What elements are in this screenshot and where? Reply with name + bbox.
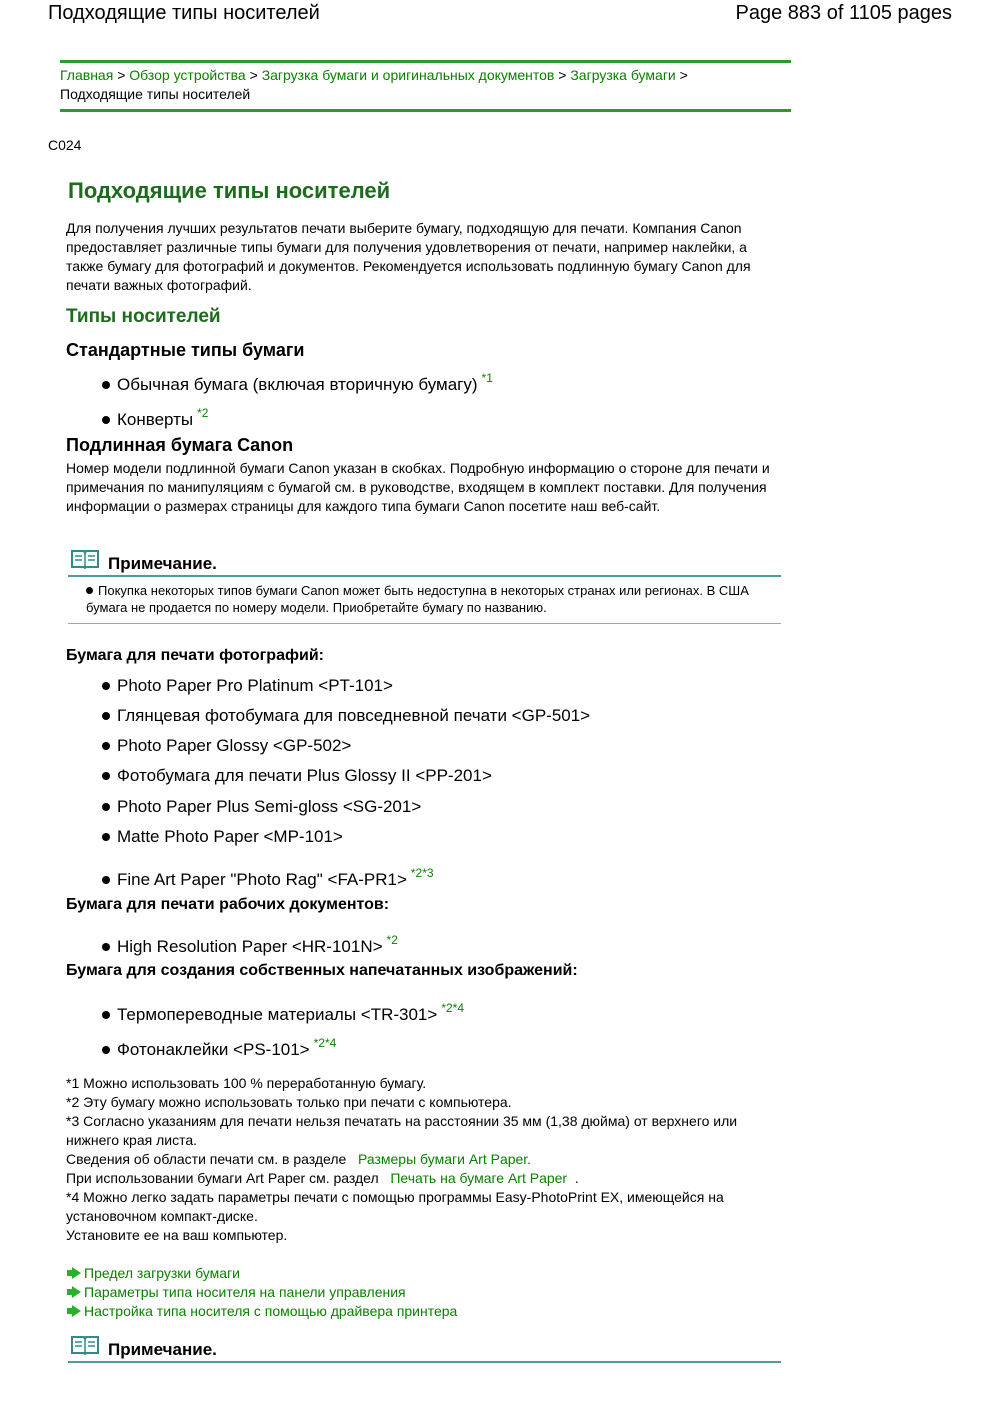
breadcrumb-link-home[interactable]: Главная bbox=[60, 67, 114, 83]
footnote-ref: *2 bbox=[197, 406, 209, 420]
bullet-icon bbox=[102, 1046, 110, 1054]
related-links bbox=[66, 1264, 457, 1321]
note-book-icon bbox=[71, 1335, 99, 1355]
footnote-3: *3 Согласно указаниям для печати нельзя печатать на расстоянии 35 мм (1,38 дюйма) от верхнего или нижнего края листа. bbox=[66, 1113, 738, 1148]
bullet-icon bbox=[102, 772, 110, 780]
list-item: Конверты $^{*2}$ bbox=[102, 402, 208, 431]
breadcrumb-link-loading[interactable]: Загрузка бумаги и оригинальных документов bbox=[261, 67, 555, 83]
list-item: Термопереводные материалы <TR-301> $^{*2*4}$ bbox=[102, 997, 464, 1026]
breadcrumb-separator: > bbox=[117, 67, 126, 83]
media-type-panel-link[interactable]: Параметры типа носителя на панели управления bbox=[84, 1284, 406, 1300]
bullet-icon bbox=[102, 1011, 110, 1019]
footnote-3-area: Сведения об области печати см. в разделе Размеры бумаги Art Paper. bbox=[66, 1151, 532, 1167]
paper-load-limit-link[interactable]: Предел загрузки бумаги bbox=[84, 1265, 240, 1281]
footnote-4-install: Установите ее на ваш компьютер. bbox=[66, 1227, 288, 1243]
bullet-icon bbox=[102, 381, 110, 389]
page-title: Подходящие типы носителей bbox=[68, 178, 391, 203]
note-text: Покупка некоторых типов бумаги Canon может быть недоступна в некоторых странах или регионах. В США бумага не продается по номеру модели. Приобретайте бумагу по названию. bbox=[86, 583, 749, 615]
footnote-ref: *2*4 bbox=[441, 1001, 464, 1015]
breadcrumb-separator: > bbox=[679, 67, 688, 83]
note-title: Примечание. bbox=[108, 554, 217, 573]
footnote-ref: *2*3 bbox=[410, 866, 434, 880]
list-item: Обычная бумага (включая вторичную бумагу) $^{*1}$ bbox=[102, 367, 493, 396]
creative-paper-heading: Бумага для создания собственных напечатанных изображений: bbox=[66, 962, 578, 979]
breadcrumb-current: Подходящие типы носителей bbox=[60, 86, 251, 102]
footnote-ref: *1 bbox=[481, 371, 493, 385]
footnote-2: *2 Эту бумагу можно использовать только при печати с компьютера. bbox=[66, 1094, 512, 1110]
note-rule bbox=[68, 575, 781, 577]
breadcrumb-separator: > bbox=[558, 67, 567, 83]
standard-paper-heading: Стандартные типы бумаги bbox=[66, 340, 305, 360]
list-item: Глянцевая фотобумага для повседневной печати <GP-501> bbox=[102, 705, 590, 727]
arrow-right-icon bbox=[72, 1305, 81, 1317]
bullet-icon bbox=[102, 712, 110, 720]
note-title: Примечание. bbox=[108, 1340, 217, 1359]
genuine-paper-text: Номер модели подлинной бумаги Canon указан в скобках. Подробную информацию о стороне для печати и примечания по манипуляциям с бумагой см. в руководстве, входящем в комплект поставки. Для получения информации о размерах страницы для каждого типа бумаги Canon посетите наш веб-сайт. bbox=[66, 460, 770, 514]
breadcrumb bbox=[60, 66, 790, 104]
media-type-driver-link[interactable]: Настройка типа носителя с помощью драйвера принтера bbox=[84, 1303, 458, 1319]
bullet-icon bbox=[102, 803, 110, 811]
list-item: Фотобумага для печати Plus Glossy II <PP-201> bbox=[102, 765, 492, 787]
art-paper-size-link[interactable]: Размеры бумаги Art Paper. bbox=[357, 1151, 532, 1167]
breadcrumb-bottom-rule bbox=[60, 109, 791, 112]
art-paper-print-link[interactable]: Печать на бумаге Art Paper bbox=[390, 1170, 568, 1186]
list-item: Photo Paper Plus Semi-gloss <SG-201> bbox=[102, 796, 421, 818]
footnote-4: *4 Можно легко задать параметры печати с помощью программы Easy-PhotoPrint EX, имеющейся на установочном компакт-диске. bbox=[66, 1189, 724, 1224]
list-item: High Resolution Paper <HR-101N> $^{*2}$ bbox=[102, 929, 398, 958]
genuine-paper-heading: Подлинная бумага Canon bbox=[66, 435, 294, 455]
footnote-3-use: При использовании бумаги Art Paper см. раздел Печать на бумаге Art Paper . bbox=[66, 1170, 579, 1186]
business-paper-heading: Бумага для печати рабочих документов: bbox=[66, 896, 390, 913]
arrow-right-icon bbox=[72, 1267, 81, 1279]
related-link-item[interactable] bbox=[66, 1302, 457, 1321]
footnote-ref: *2*4 bbox=[313, 1036, 337, 1050]
page-counter: Page 883 of 1105 pages bbox=[735, 2, 952, 24]
photo-paper-heading: Бумага для печати фотографий: bbox=[66, 647, 324, 664]
bullet-icon bbox=[102, 943, 110, 951]
breadcrumb-link-overview[interactable]: Обзор устройства bbox=[129, 67, 246, 83]
related-link-item[interactable] bbox=[66, 1283, 457, 1302]
related-link-item[interactable] bbox=[66, 1264, 457, 1283]
intro-paragraph: Для получения лучших результатов печати выберите бумагу, подходящую для печати. Компания Canon предоставляет различные типы бумаги для получения удовлетворения от печати, например наклейки, а также бумагу для фотографий и документов. Рекомендуется использовать подлинную бумагу Canon для печати важных фотографий. bbox=[66, 220, 751, 293]
bullet-icon bbox=[102, 682, 110, 690]
footnote-ref: *2 bbox=[386, 933, 398, 947]
list-item: Фотонаклейки <PS-101> $^{*2*4}$ bbox=[102, 1032, 336, 1061]
list-item: Matte Photo Paper <MP-101> bbox=[102, 826, 343, 848]
list-item: Photo Paper Pro Platinum <PT-101> bbox=[102, 675, 393, 697]
note-bottom-rule bbox=[68, 623, 781, 624]
breadcrumb-link-paper[interactable]: Загрузка бумаги bbox=[570, 67, 676, 83]
note-book-icon bbox=[71, 549, 99, 569]
list-item: Photo Paper Glossy <GP-502> bbox=[102, 735, 351, 757]
breadcrumb-separator: > bbox=[249, 67, 258, 83]
bullet-icon bbox=[86, 587, 93, 594]
footnotes bbox=[66, 1074, 771, 1245]
list-item: Fine Art Paper "Photo Rag" <FA-PR1> $^{*2*3}$ bbox=[102, 862, 434, 891]
bullet-icon bbox=[102, 416, 110, 424]
media-types-heading: Типы носителей bbox=[66, 306, 221, 327]
breadcrumb-top-rule bbox=[60, 60, 791, 63]
bullet-icon bbox=[102, 833, 110, 841]
note-rule bbox=[68, 1361, 781, 1363]
footnote-1: *1 Можно использовать 100 % переработанную бумагу. bbox=[66, 1075, 427, 1091]
page-code: C024 bbox=[48, 137, 82, 153]
bullet-icon bbox=[102, 876, 110, 884]
document-title: Подходящие типы носителей bbox=[48, 2, 320, 24]
bullet-icon bbox=[102, 742, 110, 750]
arrow-right-icon bbox=[72, 1286, 81, 1298]
